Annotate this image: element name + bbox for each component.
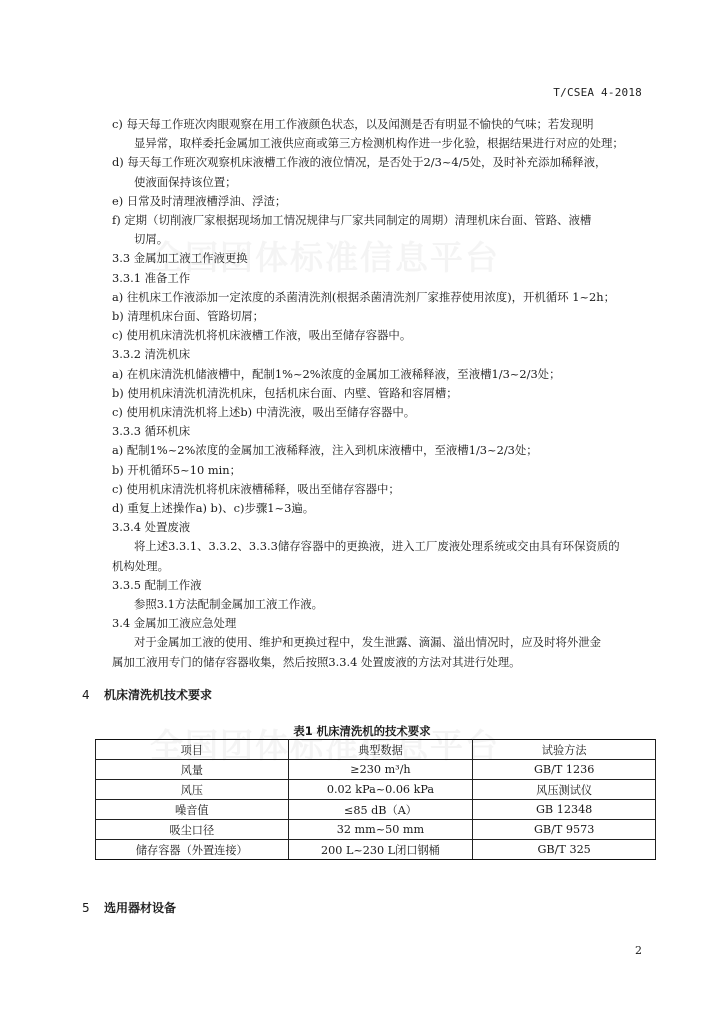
text-line: c) 每天每工作班次肉眼观察在用工作液颜色状态，以及闻测是否有明显不愉快的气味；若发现明 <box>112 117 594 131</box>
section-number: 4 <box>82 688 90 702</box>
header-cell: 典型数据 <box>288 740 473 760</box>
body-text <box>112 115 658 672</box>
subsection-heading: 3.3 金属加工液工作液更换 <box>112 251 248 266</box>
table-cell: 0.02 kPa~0.06 kPa <box>288 780 473 800</box>
table-cell: 风压 <box>96 780 289 800</box>
text-line: 将上述3.3.1、3.3.2、3.3.3储存容器中的更换液，进入工厂废液处理系统或交由具有环保资质的 <box>134 539 620 554</box>
text-line: f) 定期（切削液厂家根据现场加工情况规律与厂家共同制定的周期）清理机床台面、管路、液槽 <box>112 213 592 228</box>
table-cell: GB 12348 <box>473 800 656 820</box>
section-5-heading <box>82 899 176 916</box>
page-number: 2 <box>635 944 642 957</box>
text-line: a) 往机床工作液添加一定浓度的杀菌清洗剂(根据杀菌清洗剂厂家推荐使用浓度)，开机循环 1~2h； <box>112 289 615 304</box>
text-line: b) 清理机床台面、管路切屑； <box>112 309 265 324</box>
table-cell: ≥230 m³/h <box>288 760 473 780</box>
table-cell: 风压测试仪 <box>473 780 656 800</box>
text-line: 属加工液用专门的储存容器收集，然后按照3.3.4 处置废液的方法对其进行处理。 <box>112 654 521 669</box>
document-code: T/CSEA 4-2018 <box>553 86 642 99</box>
text-line: 切屑。 <box>134 232 169 247</box>
text-line: d) 每天每工作班次观察机床液槽工作液的液位情况，是否处于2/3~4/5处，及时补充添加稀释液， <box>112 155 607 170</box>
text-line: c) 使用机床清洗机将上述b) 中清洗液，吸出至储存容器中。 <box>112 405 416 420</box>
text-line: a) 配制1%~2%浓度的金属加工液稀释液，注入到机床液槽中，至液槽1/3~2/3处； <box>112 443 538 458</box>
table-cell: 噪音值 <box>96 800 289 820</box>
subsection-heading: 3.3.2 清洗机床 <box>112 347 191 362</box>
subsection-heading: 3.3.5 配制工作液 <box>112 577 202 592</box>
table-cell: 吸尘口径 <box>96 820 289 840</box>
table-row <box>96 760 656 780</box>
table-cell: 储存容器（外置连接） <box>96 840 289 860</box>
text-line: 显异常，取样委托金属加工液供应商或第三方检测机构作进一步化验，根据结果进行对应的处理； <box>134 136 624 151</box>
text-line: b) 开机循环5~10 min； <box>112 462 241 477</box>
text-line: 使液面保持该位置； <box>134 174 237 189</box>
text-line: a) 在机床清洗机储液槽中，配制1%~2%浓度的金属加工液稀释液，至液槽1/3~2/3处； <box>112 366 561 381</box>
table-row <box>96 780 656 800</box>
table-cell: 200 L~230 L闭口钢桶 <box>288 840 473 860</box>
table-row <box>96 800 656 820</box>
text-line: c) 使用机床清洗机将机床液槽稀释，吸出至储存容器中； <box>112 481 400 496</box>
section-title: 选用器材设备 <box>104 901 177 915</box>
subsection-heading: 3.3.1 准备工作 <box>112 270 191 285</box>
section-number: 5 <box>82 901 90 915</box>
table-cell: 32 mm~50 mm <box>288 820 473 840</box>
table-cell: GB/T 325 <box>473 840 656 860</box>
table-cell: ≤85 dB（A） <box>288 800 473 820</box>
table-cell: GB/T 9573 <box>473 820 656 840</box>
table-cell: 风量 <box>96 760 289 780</box>
subsection-heading: 3.3.4 处置废液 <box>112 520 191 535</box>
header-cell: 项目 <box>96 740 289 760</box>
text-line: c) 使用机床清洗机将机床液槽工作液，吸出至储存容器中。 <box>112 328 412 343</box>
section-title: 机床清洗机技术要求 <box>104 688 213 702</box>
text-line: b) 使用机床清洗机清洗机床，包括机床台面、内壁、管路和容屑槽； <box>112 385 458 400</box>
section-4-heading <box>82 686 212 703</box>
table-row <box>96 840 656 860</box>
subsection-heading: 3.4 金属加工液应急处理 <box>112 616 237 631</box>
spec-table <box>95 739 656 860</box>
header-cell: 试验方法 <box>473 740 656 760</box>
text-line: d) 重复上述操作a) b)、c)步骤1~3遍。 <box>112 501 315 516</box>
table-header-row <box>96 740 656 760</box>
table-row <box>96 820 656 840</box>
table-caption: 表1 机床清洗机的技术要求 <box>293 724 431 738</box>
subsection-heading: 3.3.3 循环机床 <box>112 424 191 439</box>
text-line: 机构处理。 <box>112 558 169 573</box>
text-line: 对于金属加工液的使用、维护和更换过程中，发生泄露、滴漏、溢出情况时，应及时将外泄金 <box>134 635 602 650</box>
table-cell: GB/T 1236 <box>473 760 656 780</box>
text-line: 参照3.1方法配制金属加工液工作液。 <box>134 597 323 612</box>
text-line: e) 日常及时清理液槽浮油、浮渣； <box>112 193 287 208</box>
